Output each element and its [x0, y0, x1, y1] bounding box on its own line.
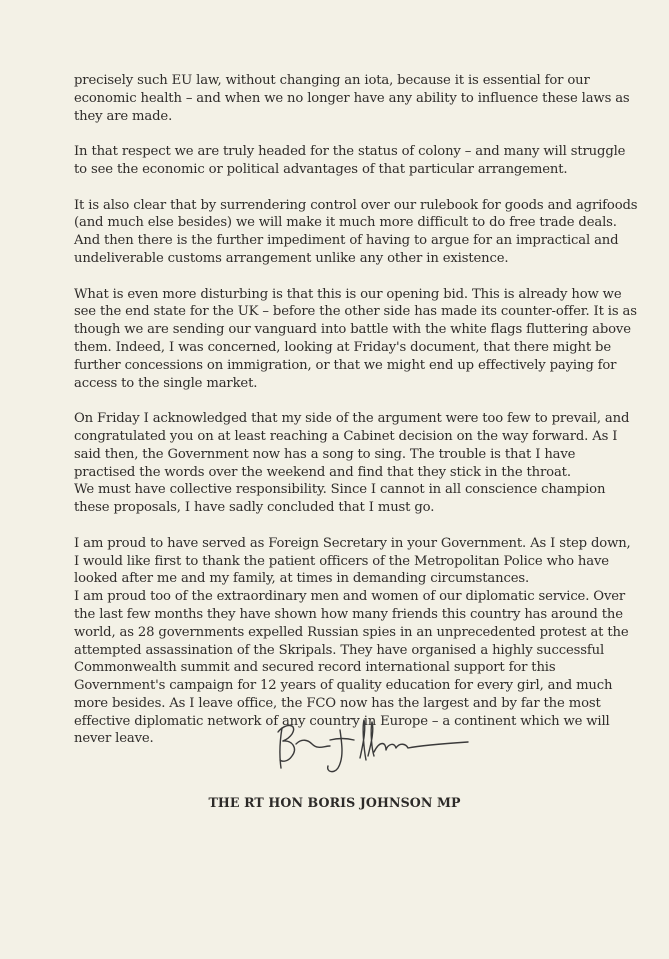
paragraph-2: [74, 143, 626, 179]
text-line: precisely such EU law, without changing an iota, because it is essential for our: [74, 73, 590, 88]
text-line: attempted assassination of the Skripals. They have organised a highly successful: [74, 642, 605, 658]
text-line: And then there is the further impediment of having to argue for an impractical and: [74, 233, 619, 249]
text-line: We must have collective responsibility. Since I cannot in all conscience champion: [74, 482, 606, 498]
text-line: them. Indeed, I was concerned, looking at Friday's document, that there might be: [74, 339, 611, 355]
text-line: economic health – and when we no longer have any ability to influence these laws as: [74, 90, 630, 106]
text-line: these proposals, I have sadly concluded that I must go.: [74, 500, 435, 516]
text-line: looked after me and my family, at times in demanding circumstances.: [74, 571, 530, 587]
text-line: It is also clear that by surrendering control over our rulebook for goods and agrifoods: [74, 197, 638, 213]
text-line: What is even more disturbing is that this is our opening bid. This is already how we: [74, 286, 622, 302]
text-line: to see the economic or political advantages of that particular arrangement.: [74, 161, 568, 177]
paragraph-4: [74, 286, 637, 393]
text-line: practised the words over the weekend and find that they stick in the throat.: [74, 464, 571, 480]
text-line: further concessions on immigration, or that we might end up effectively paying for: [74, 357, 617, 373]
text-line: Government's campaign for 12 years of quality education for every girl, and much: [74, 678, 613, 694]
letter-body: [74, 72, 638, 766]
text-line: said then, the Government now has a song to sing. The trouble is that I have: [74, 446, 576, 462]
text-line: more besides. As I leave office, the FCO now has the largest and by far the most: [74, 695, 601, 711]
signatory-name: THE RT HON BORIS JOHNSON MP: [208, 795, 461, 810]
text-line: I would like first to thank the patient officers of the Metropolitan Police who have: [74, 553, 609, 569]
text-line: In that respect we are truly headed for the status of colony – and many will struggle: [74, 144, 626, 160]
text-line: I am proud too of the extraordinary men and women of our diplomatic service. Over: [74, 589, 626, 605]
paragraph-3: [74, 197, 638, 268]
text-line: Commonwealth summit and secured record international support for this: [74, 660, 556, 676]
text-line: world, as 28 governments expelled Russian spies in an unprecedented protest at the: [74, 624, 629, 640]
handwritten-signature: [268, 710, 478, 780]
text-line: they are made.: [74, 108, 173, 124]
text-line: (and much else besides) we will make it much more difficult to do free trade deals.: [74, 215, 617, 231]
text-line: though we are sending our vanguard into battle with the white flags fluttering above: [74, 322, 631, 338]
text-line: I am proud to have served as Foreign Secretary in your Government. As I step down,: [74, 535, 631, 551]
paragraph-1: [74, 72, 630, 125]
text-line: the last few months they have shown how many friends this country has around the: [74, 606, 623, 622]
text-line: see the end state for the UK – before the other side has made its counter-offer. It is as: [74, 304, 637, 320]
text-line: On Friday I acknowledged that my side of the argument were too few to prevail, and: [74, 411, 630, 427]
text-line: congratulated you on at least reaching a Cabinet decision on the way forward. As I: [74, 428, 618, 444]
text-line: access to the single market.: [74, 375, 258, 391]
text-line: undeliverable customs arrangement unlike any other in existence.: [74, 250, 509, 266]
text-line: effective diplomatic network of any country in Europe – a continent which we will: [74, 713, 610, 729]
paragraph-5: [74, 410, 630, 517]
text-line: never leave.: [74, 731, 154, 747]
